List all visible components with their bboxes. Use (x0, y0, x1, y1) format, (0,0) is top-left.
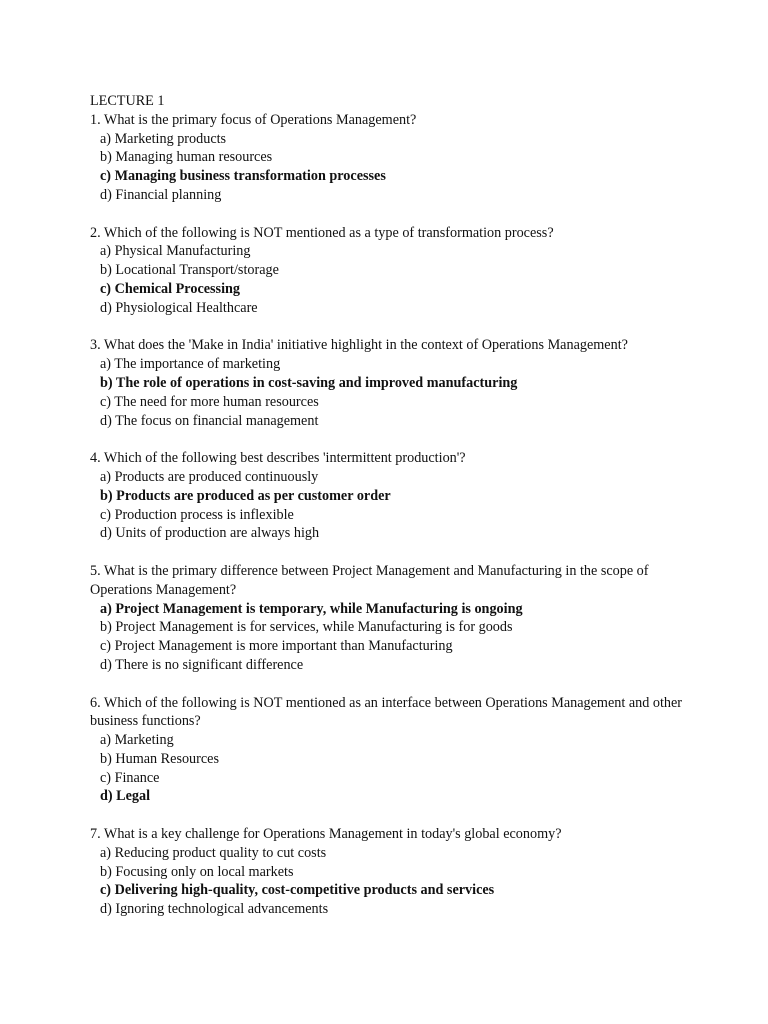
option-d: d) Units of production are always high (100, 525, 320, 542)
option-d-correct: d) Legal (100, 788, 151, 805)
question-text: 2. Which of the following is NOT mentioned as a type of transformation process? (90, 224, 554, 241)
option-a: a) Marketing products (100, 130, 227, 147)
question-6 (90, 694, 690, 807)
option-a: a) Products are produced continuously (100, 468, 319, 485)
question-1 (90, 111, 690, 205)
option-c: c) The need for more human resources (100, 393, 319, 410)
option-c-correct: c) Chemical Processing (100, 280, 241, 297)
question-text: 1. What is the primary focus of Operations Management? (90, 111, 417, 128)
option-b: b) Human Resources (100, 750, 219, 767)
question-3 (90, 336, 690, 430)
question-7 (90, 825, 690, 919)
option-c: c) Project Management is more important than Manufacturing (100, 638, 453, 655)
option-d: d) Ignoring technological advancements (100, 901, 329, 918)
question-text-line-1: 6. Which of the following is NOT mentioned as an interface between Operations Management and other (90, 694, 683, 711)
option-b-correct: b) Products are produced as per customer order (100, 487, 391, 504)
option-c: c) Production process is inflexible (100, 506, 294, 523)
document-title: LECTURE 1 (90, 93, 165, 109)
document-page (90, 92, 690, 938)
question-text-line-1: 5. What is the primary difference between Project Management and Manufacturing in the scope of (90, 562, 649, 579)
option-b: b) Locational Transport/storage (100, 262, 279, 279)
option-b: b) Managing human resources (100, 149, 273, 166)
option-b: b) Focusing only on local markets (100, 863, 294, 880)
option-a: a) Physical Manufacturing (100, 243, 251, 260)
option-b-correct: b) The role of operations in cost-saving and improved manufacturing (100, 374, 518, 391)
question-5 (90, 562, 690, 675)
question-text-line-2: Operations Management? (90, 581, 237, 598)
question-text: 4. Which of the following best describes 'intermittent production'? (90, 450, 466, 467)
option-c-correct: c) Managing business transformation processes (100, 168, 386, 185)
question-2 (90, 224, 690, 318)
option-d: d) Financial planning (100, 186, 222, 203)
option-c: c) Finance (100, 769, 160, 786)
option-c-correct: c) Delivering high-quality, cost-competitive products and services (100, 882, 495, 899)
option-d: d) There is no significant difference (100, 656, 304, 673)
option-d: d) Physiological Healthcare (100, 299, 258, 316)
question-text: 7. What is a key challenge for Operations Management in today's global economy? (90, 826, 562, 843)
question-text: 3. What does the 'Make in India' initiative highlight in the context of Operations Management? (90, 337, 628, 354)
option-a: a) Marketing (100, 732, 174, 749)
question-4 (90, 449, 690, 543)
option-a-correct: a) Project Management is temporary, while Manufacturing is ongoing (100, 600, 523, 617)
question-text-line-2: business functions? (90, 713, 201, 730)
option-a: a) Reducing product quality to cut costs (100, 844, 327, 861)
option-d: d) The focus on financial management (100, 412, 319, 429)
option-b: b) Project Management is for services, while Manufacturing is for goods (100, 619, 513, 636)
option-a: a) The importance of marketing (100, 356, 281, 373)
